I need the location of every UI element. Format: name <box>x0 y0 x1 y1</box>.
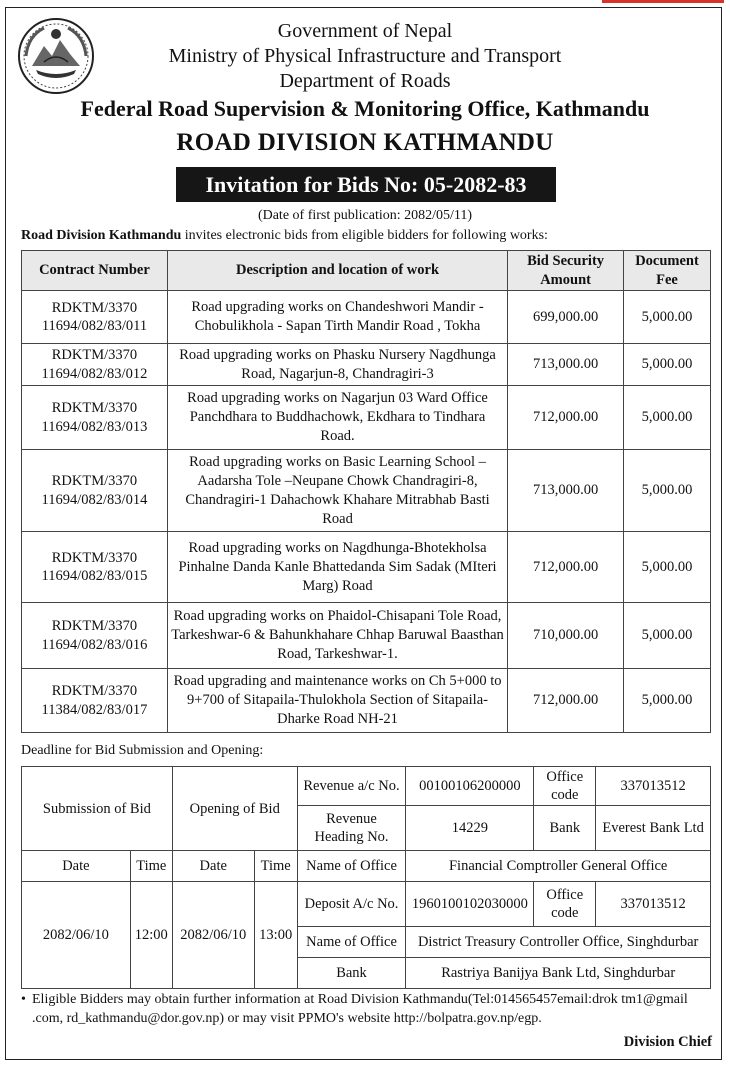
office-code-value-2: 337013512 <box>596 882 711 927</box>
fee-cell: 5,000.00 <box>624 291 711 344</box>
office-name-value-2: District Treasury Controller Office, Singhdurbar <box>406 927 711 958</box>
security-cell: 712,000.00 <box>508 669 624 733</box>
header-division: ROAD DIVISION KATHMANDU <box>176 129 554 156</box>
contract-cell: RDKTM/3370 11694/082/83/014 <box>22 450 168 532</box>
description-cell: Road upgrading works on Chandeshwori Mandir - Chobulikhola - Sapan Tirth Mandir Road , Tokha <box>167 291 507 344</box>
header-office: Federal Road Supervision & Monitoring Office, Kathmandu <box>80 96 650 121</box>
header-department: Department of Roads <box>279 70 451 92</box>
bank-label: Bank <box>534 806 596 851</box>
submission-of-bid-header: Submission of Bid <box>22 767 173 851</box>
submission-date-header: Date <box>22 851 131 882</box>
opening-date-header: Date <box>172 851 254 882</box>
table-row <box>22 532 711 603</box>
description-cell: Road upgrading works on Nagarjun 03 Ward Office Panchdhara to Buddhachowk, Ekdhara to Tindhara Road. <box>167 386 507 450</box>
contract-cell: RDKTM/3370 11694/082/83/015 <box>22 532 168 603</box>
col-document-fee: Document Fee <box>624 251 711 291</box>
header-ministry: Ministry of Physical Infrastructure and Transport <box>168 45 562 67</box>
contract-cell: RDKTM/3370 11694/082/83/013 <box>22 386 168 450</box>
invitation-rest: invites electronic bids from eligible bidders for following works: <box>181 228 548 243</box>
office-code-label: Office code <box>534 767 596 806</box>
opening-time-header: Time <box>254 851 297 882</box>
contract-cell: RDKTM/3370 11694/082/83/011 <box>22 291 168 344</box>
footer-note-text: Eligible Bidders may obtain further information at Road Division Kathmandu(Tel:014565457email:drok tm1@gmail .com, rd_kathmandu@dor.gov.np) or may visit PPMO's website http://bolpatra.gov.np/egp. <box>32 992 688 1026</box>
opening-time: 13:00 <box>254 882 297 989</box>
publication-date: (Date of first publication: 2082/05/11) <box>257 208 473 223</box>
office-code-value: 337013512 <box>596 767 711 806</box>
bank-value-2: Rastriya Banijya Bank Ltd, Singhdurbar <box>406 958 711 989</box>
deadline-table <box>21 766 711 989</box>
opening-date: 2082/06/10 <box>172 882 254 989</box>
fee-cell: 5,000.00 <box>624 450 711 532</box>
fee-cell: 5,000.00 <box>624 344 711 386</box>
header-government: Government of Nepal <box>277 20 453 42</box>
fee-cell: 5,000.00 <box>624 386 711 450</box>
security-cell: 712,000.00 <box>508 386 624 450</box>
fee-cell: 5,000.00 <box>624 669 711 733</box>
submission-time-header: Time <box>130 851 172 882</box>
office-code-label-2: Office code <box>534 882 596 927</box>
description-cell: Road upgrading works on Basic Learning School –Aadarsha Tole –Neupane Chowk Chandragiri-8, Chandragiri-1 Dahachowk Khahare Mitrabhab Basti Road <box>167 450 507 532</box>
security-cell: 713,000.00 <box>508 450 624 532</box>
office-name-value: Financial Comptroller General Office <box>406 851 711 882</box>
fee-cell: 5,000.00 <box>624 603 711 669</box>
description-cell: Road upgrading works on Phasku Nursery Nagdhunga Road, Nagarjun-8, Chandragiri-3 <box>167 344 507 386</box>
security-cell: 713,000.00 <box>508 344 624 386</box>
bullet-icon: • <box>21 992 26 1007</box>
top-accent-bar <box>602 0 724 3</box>
deposit-ac-value: 1960100102030000 <box>406 882 534 927</box>
submission-time: 12:00 <box>130 882 172 989</box>
security-cell: 699,000.00 <box>508 291 624 344</box>
office-name-label-2: Name of Office <box>297 927 406 958</box>
table-row <box>22 450 711 532</box>
table-row <box>22 344 711 386</box>
footer-note <box>21 990 711 1028</box>
contract-cell: RDKTM/3370 11694/082/83/016 <box>22 603 168 669</box>
submission-date: 2082/06/10 <box>22 882 131 989</box>
revenue-heading-label: Revenue Heading No. <box>297 806 406 851</box>
contract-cell: RDKTM/3370 11384/082/83/017 <box>22 669 168 733</box>
revenue-ac-value: 00100106200000 <box>406 767 534 806</box>
deposit-ac-label: Deposit A/c No. <box>297 882 406 927</box>
invitation-office: Road Division Kathmandu <box>21 228 182 243</box>
description-cell: Road upgrading works on Phaidol-Chisapani Tole Road, Tarkeshwar-6 & Bahunkhahare Chhap Baruwal Baasthan Road, Tarkeshwar-1. <box>167 603 507 669</box>
bid-title-banner: Invitation for Bids No: 05-2082-83 <box>176 167 556 202</box>
revenue-heading-value: 14229 <box>406 806 534 851</box>
bank-value: Everest Bank Ltd <box>596 806 711 851</box>
table-row <box>22 291 711 344</box>
invitation-text <box>21 227 548 245</box>
description-cell: Road upgrading works on Nagdhunga-Bhotekholsa Pinhalne Danda Kanle Bhattedanda Sim Sadak (MIteri Marg) Road <box>167 532 507 603</box>
bank-label-2: Bank <box>297 958 406 989</box>
opening-of-bid-header: Opening of Bid <box>172 767 297 851</box>
contract-cell: RDKTM/3370 11694/082/83/012 <box>22 344 168 386</box>
security-cell: 712,000.00 <box>508 532 624 603</box>
col-contract-number: Contract Number <box>22 251 168 291</box>
revenue-ac-label: Revenue a/c No. <box>297 767 406 806</box>
table-row <box>22 386 711 450</box>
col-bid-security: Bid Security Amount <box>508 251 624 291</box>
fee-cell: 5,000.00 <box>624 532 711 603</box>
table-row <box>22 603 711 669</box>
works-table <box>21 250 711 733</box>
signature: Division Chief <box>623 1034 712 1050</box>
col-description: Description and location of work <box>167 251 507 291</box>
description-cell: Road upgrading and maintenance works on Ch 5+000 to 9+700 of Sitapaila-Thulokhola Section of Sitapaila-Dharke Road NH-21 <box>167 669 507 733</box>
deadline-label: Deadline for Bid Submission and Opening: <box>21 743 264 758</box>
table-row <box>22 669 711 733</box>
security-cell: 710,000.00 <box>508 603 624 669</box>
office-name-label: Name of Office <box>297 851 406 882</box>
